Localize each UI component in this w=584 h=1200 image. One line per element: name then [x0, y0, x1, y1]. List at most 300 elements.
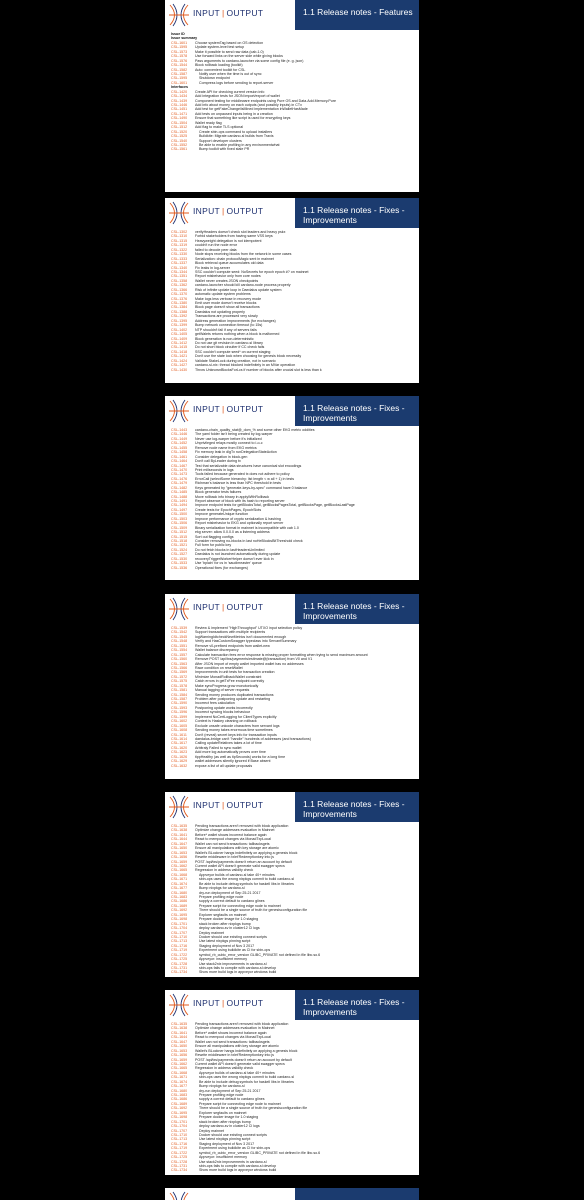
issue-summary: POST /api/txs/payments doesn't return an account by default [195, 859, 292, 864]
issue-id-link[interactable]: CSL-1593 [171, 705, 188, 710]
issue-id-link[interactable]: CSL-1344 [171, 269, 188, 274]
issue-summary: Shutdown endpoint [199, 76, 230, 81]
issue-id-link[interactable]: CSL-1476 [171, 476, 188, 481]
issue-id-link[interactable]: CSL-1590 [171, 701, 188, 706]
issue-summary: Appveyor: insufficient memory [199, 957, 248, 962]
issue-id-link[interactable]: CSL-1424 [171, 358, 188, 363]
iohk-logo-icon [168, 398, 190, 424]
issue-id-link[interactable]: CSL-1695 [171, 912, 188, 917]
issue-id-link[interactable]: CSL-1319 [171, 243, 188, 248]
issue-summary: automatic update system problems [195, 292, 251, 297]
section-heading: Issue summary [171, 36, 198, 41]
issue-id-link[interactable]: CSL-1520 [171, 129, 188, 134]
slide-title: 1.1 Release notes - Fixes - Improvements [295, 198, 419, 228]
issue-summary: Current wallet API doesn't generate valid swagger specs [195, 863, 285, 868]
issue-id-link[interactable]: CSL-1599 [171, 714, 188, 719]
issue-summary: Full form for public key [195, 543, 232, 548]
issue-summary: Problem after postponing update and restarting [195, 697, 271, 701]
issue-id-link[interactable]: CSL-1509 [171, 525, 188, 530]
issue-id-link[interactable]: CSL-1458 [171, 450, 188, 455]
issue-id-link[interactable]: CSL-1358 [171, 278, 188, 283]
issue-id-link[interactable]: CSL-1566 [171, 665, 188, 670]
issue-id-link[interactable]: CSL-1659 [171, 859, 188, 864]
issue-id-link[interactable]: CSL-1698 [171, 1115, 188, 1120]
issue-id-link[interactable]: CSL-1644 [171, 837, 188, 842]
issue-id-link[interactable]: CSL-1601 [171, 80, 188, 85]
issue-id-link[interactable]: CSL-1587 [171, 71, 188, 76]
issue-summary: stack broken after nixpkgs bump [199, 921, 251, 926]
issue-summary: After JSON import of empty wallet imported wallet has no addresses [195, 661, 304, 666]
issue-id-link[interactable]: CSL-1542 [171, 630, 188, 635]
issue-summary: daedalus-bridge can't "handle" hundreds of addresses (and transactions) [195, 736, 311, 741]
issue-id-link[interactable]: CSL-1544 [171, 63, 188, 68]
issue-id-link[interactable]: CSL-1725 [171, 1155, 188, 1160]
issue-summary: Sending money produces duplicated transactions [195, 692, 274, 697]
issue-id-link[interactable]: CSL-1536 [171, 565, 188, 570]
issue-id-link[interactable]: CSL-1611 [171, 732, 187, 737]
issue-id-link[interactable]: CSL-1337 [171, 261, 188, 266]
issue-summary: expose a list of all update proposals [195, 763, 253, 768]
issue-summary: cardano-launcher should kill cardano-node process properly [195, 283, 291, 288]
issue-id-link[interactable]: CSL-1506 [171, 521, 188, 526]
issue-id-link[interactable]: CSL-1692 [171, 1106, 188, 1111]
issue-id-link[interactable]: CSL-1668 [171, 872, 188, 877]
issue-id-link[interactable]: CSL-1725 [171, 957, 188, 962]
issue-summary: Use 'bplain' for cs in 'saudimeaster' queue [195, 561, 262, 566]
issue-id-link[interactable]: CSL-1704 [171, 926, 188, 931]
issue-summary: Validate StakeLock during creation, not in scenario [195, 358, 276, 363]
issue-summary: Docker should use existing connect scripts [199, 934, 267, 939]
issue-row [171, 368, 413, 372]
issue-summary: Add test for getFakeChange/isMined implementation inWalletHasMade [195, 107, 308, 112]
issue-id-link[interactable]: CSL-1595 [171, 76, 188, 81]
issue-id-link[interactable]: CSL-1471 [171, 111, 188, 116]
issue-summary: Deploy mainnet [199, 1128, 224, 1133]
issue-id-link[interactable]: CSL-1572 [171, 674, 188, 679]
issue-id-link[interactable]: CSL-1366 [171, 287, 188, 292]
iohk-logo-icon [168, 596, 190, 622]
issue-id-link[interactable]: CSL-1500 [171, 512, 188, 517]
issue-id-link[interactable]: CSL-1388 [171, 309, 188, 314]
issue-id-link[interactable]: CSL-1668 [171, 1070, 188, 1075]
issue-id-link[interactable]: CSL-1692 [171, 908, 188, 913]
slide [165, 198, 419, 383]
issue-id-link[interactable]: CSL-1402 [171, 327, 188, 332]
issue-summary: Improvements in unit tests for transaction creation [195, 670, 275, 675]
issue-id-link[interactable]: CSL-1315 [171, 238, 188, 243]
issue-id-link[interactable]: CSL-1497 [171, 507, 188, 512]
issue-id-link[interactable]: CSL-1551 [171, 643, 188, 648]
issue-id-link[interactable]: CSL-1376 [171, 296, 188, 301]
issue-summary: Appveyor: insufficient memory [199, 1155, 248, 1160]
issue-id-link[interactable]: CSL-1707 [171, 930, 188, 935]
logo-input-text: INPUT [193, 206, 220, 216]
issue-id-link[interactable]: CSL-1653 [171, 1048, 188, 1053]
logo-input-text: INPUT [193, 800, 220, 810]
issue-id-link[interactable]: CSL-1734 [171, 1168, 188, 1173]
issue-summary: Improve performance of crypto serialization & hashing [195, 516, 281, 521]
issue-summary: Add tests on unpaused inputs being in a creation [195, 111, 273, 116]
issue-id-link[interactable]: CSL-1302 [171, 230, 188, 234]
issue-id-link[interactable]: CSL-1647 [171, 1039, 188, 1044]
issue-summary: Use latest nixpkgs pinning script [199, 939, 251, 944]
issue-id-link[interactable]: CSL-1578 [171, 54, 188, 59]
issue-summary: Rewrite middleware in txlet'Redemptionkey into js [195, 855, 274, 860]
issue-id-link[interactable]: CSL-1716 [171, 943, 188, 948]
issue-summary: dry-run deployment of Sep 25-21 2017 [199, 1088, 261, 1093]
logo-separator: | [222, 404, 225, 414]
issue-summary: Wallet's BLockner hangs indefinitely on applying a genesis block [195, 850, 298, 855]
issue-id-link[interactable]: CSL-1491 [171, 499, 188, 503]
issue-id-link[interactable]: CSL-1629 [171, 759, 188, 764]
logo-separator: | [222, 206, 225, 216]
issue-summary: ekg server: allow 0.0.0.0 as a listening address [195, 530, 270, 535]
issue-summary: getWalets returns nothing when a block is malformed [195, 332, 280, 337]
issue-id-link[interactable]: CSL-1449 [171, 436, 188, 441]
issue-id-link[interactable]: CSL-1434 [171, 94, 188, 99]
issue-summary: Bump nixpkgs for cardano-sl [199, 886, 245, 891]
logo-separator: | [222, 998, 225, 1008]
issue-summary: Do not fetch blocks in lastHeadersUnlimited [195, 547, 265, 552]
issue-id-link[interactable]: CSL-1650 [171, 846, 188, 851]
issue-id-link[interactable]: CSL-1420 [171, 89, 188, 94]
issue-summary: Operational fixes (for exchanges) [195, 565, 248, 570]
issue-id-link[interactable]: CSL-1351 [171, 274, 188, 279]
issue-id-link[interactable]: CSL-1380 [171, 301, 188, 305]
issue-id-link[interactable]: CSL-1560 [171, 657, 188, 662]
issue-id-link[interactable]: CSL-1674 [171, 881, 188, 886]
issue-summary: Address generation improvements (for exchanges) [195, 318, 276, 323]
issue-id-link[interactable]: CSL-1539 [171, 626, 188, 630]
issue-id-link[interactable]: CSL-1602 [171, 719, 188, 724]
issue-summary: Create API for checking current version info [195, 89, 265, 94]
issue-id-link[interactable]: CSL-1716 [171, 1141, 188, 1146]
issue-id-link[interactable]: CSL-1575 [171, 679, 188, 684]
issue-summary: Bump network connection timeout (to 15s) [195, 323, 263, 328]
issue-id-link[interactable]: CSL-1461 [171, 454, 188, 459]
issue-summary: sbin-ops uses the wrong nixpkgs commit to build cardano-sl [199, 1075, 295, 1080]
issue-id-link[interactable]: CSL-1728 [171, 961, 188, 966]
issue-id-link[interactable]: CSL-1659 [171, 1057, 188, 1062]
issue-id-link[interactable]: CSL-1333 [171, 256, 188, 261]
issue-id-link[interactable]: CSL-1731 [171, 1164, 188, 1168]
slide-header [165, 396, 419, 426]
iohk-logo-icon [168, 200, 190, 226]
issue-summary: Block rollback loading (toolkit) [195, 63, 243, 68]
issue-id-link[interactable]: CSL-1384 [171, 305, 188, 310]
issue-id-link[interactable]: CSL-1439 [171, 98, 188, 103]
issue-summary: Consider delegation in block-gen [195, 454, 248, 459]
issue-id-link[interactable]: CSL-1601 [171, 40, 188, 45]
issue-summary: Report misbehavior only from core nodes [195, 274, 261, 279]
issue-summary: Docker should use existing connect scripts [199, 1132, 267, 1137]
issue-id-link[interactable]: CSL-1584 [171, 692, 188, 697]
issue-id-link[interactable]: CSL-1641 [171, 1030, 188, 1035]
issue-id-link[interactable]: CSL-1728 [171, 1159, 188, 1164]
issue-id-link[interactable]: CSL-1695 [171, 1110, 188, 1115]
issue-id-link[interactable]: CSL-1515 [171, 534, 188, 539]
issue-id-link[interactable]: CSL-1340 [171, 265, 188, 270]
issue-id-link[interactable]: CSL-1482 [171, 485, 188, 490]
issue-id-link[interactable]: CSL-1518 [171, 538, 188, 543]
issue-id-link[interactable]: CSL-1504 [171, 120, 188, 125]
issue-summary: Block generation is non-deterministic [195, 336, 254, 341]
issue-id-link[interactable]: CSL-1671 [171, 877, 188, 882]
issue-id-link[interactable]: CSL-1595 [171, 45, 188, 50]
issue-summary: Consider removing no-blocks in last noHeBlocksBitThreshold check [195, 538, 303, 543]
issue-id-link[interactable]: CSL-1488 [171, 494, 188, 499]
issue-id-link[interactable]: CSL-1494 [171, 503, 188, 508]
issue-summary: sbin-ops uses the wrong nixpkgs commit to build cardano-sl [199, 877, 295, 882]
issue-id-link[interactable]: CSL-1662 [171, 863, 188, 868]
logo-output-text: OUTPUT [226, 404, 264, 414]
issue-id-link[interactable]: CSL-1722 [171, 952, 188, 957]
issue-id-link[interactable]: CSL-1734 [171, 970, 188, 975]
issue-id-link[interactable]: CSL-1644 [171, 1035, 188, 1040]
issue-summary: Experiment using buildkite as CI for sbin-ops [199, 1146, 271, 1151]
issue-summary: SSC couldn't compute seed* on current staging [195, 349, 271, 354]
issue-summary: Staging deployment of Nov 3 2017 [199, 1141, 255, 1146]
issue-id-link[interactable]: CSL-1671 [171, 1075, 188, 1080]
issue-id-link[interactable]: CSL-1722 [171, 1150, 188, 1155]
issue-id-link[interactable]: CSL-1677 [171, 886, 188, 891]
issue-id-link[interactable]: CSL-1701 [171, 921, 188, 926]
issue-summary: deploy cardano-sv in cluster12 Cl logs [199, 926, 260, 931]
issue-summary: Minimize MonadRollbackWallet constraint [195, 674, 262, 679]
issue-id-link[interactable]: CSL-1650 [171, 1044, 188, 1049]
issue-summary: Add flag to make TLS optional [195, 125, 244, 130]
issue-id-link[interactable]: CSL-1626 [171, 754, 188, 759]
issue-id-link[interactable]: CSL-1587 [171, 697, 188, 701]
issue-id-link[interactable]: CSL-1713 [171, 1137, 188, 1142]
issue-id-link[interactable]: CSL-1576 [171, 58, 188, 63]
issue-summary: Pending transactions aren't removed with block application [195, 824, 289, 828]
issue-id-link[interactable]: CSL-1608 [171, 728, 188, 733]
issue-summary: Forbid stakeholders from having same VSS keys [195, 234, 273, 239]
issue-id-link[interactable]: CSL-1455 [171, 445, 188, 450]
issue-id-link[interactable]: CSL-1362 [171, 283, 188, 288]
issue-id-link[interactable]: CSL-1554 [171, 648, 188, 653]
issue-id-link[interactable]: CSL-1530 [171, 556, 188, 561]
issue-id-link[interactable]: CSL-1395 [171, 318, 188, 323]
issue-id-link[interactable]: CSL-1635 [171, 824, 188, 828]
issue-summary: There should be a single source of truth for genesisconfiguration file [199, 908, 308, 913]
issue-id-link[interactable]: CSL-1548 [171, 639, 188, 644]
issue-id-link[interactable]: CSL-1545 [171, 634, 188, 639]
issue-summary: Prepare profiling edge node [199, 895, 244, 899]
issue-summary: Current wallet API doesn't generate valid swagger specs [195, 1061, 285, 1066]
issue-summary: Wallet never creates JSON checkpoints [195, 278, 259, 283]
title-bar [295, 1188, 419, 1200]
issue-id-link[interactable]: CSL-1707 [171, 1128, 188, 1133]
issue-id-link[interactable]: CSL-1731 [171, 966, 188, 970]
issue-id-link[interactable]: CSL-1614 [171, 736, 188, 741]
logo-output-text: OUTPUT [226, 800, 264, 810]
issue-summary: Block page doesn't show all transactions [195, 305, 260, 310]
issue-id-link[interactable]: CSL-1470 [171, 467, 188, 472]
issue-id-link[interactable]: CSL-1512 [171, 530, 188, 535]
issue-summary: Implement NoCertLogging for ClientTypes explicitly [195, 714, 277, 719]
issue-summary: Manual tagging of server requests [195, 688, 250, 693]
issue-summary: Staging deployment of Nov 3 2017 [199, 943, 255, 948]
issue-id-link[interactable]: CSL-1653 [171, 850, 188, 855]
issue-id-link[interactable]: CSL-1596 [171, 710, 188, 715]
issue-summary: Prepare script for connecting edge node to mainnet [199, 903, 281, 908]
logo-separator: | [222, 800, 225, 810]
issue-id-link[interactable]: CSL-1521 [171, 543, 188, 548]
issue-id-link[interactable]: CSL-1638 [171, 1026, 188, 1031]
issue-list [165, 624, 419, 768]
issue-id-link[interactable]: CSL-1686 [171, 899, 188, 904]
issue-summary: Rewrite middleware in txlet'Redemptionkey into js [195, 1053, 274, 1058]
issue-id-link[interactable]: CSL-1719 [171, 1146, 188, 1151]
issue-id-link[interactable]: CSL-1620 [171, 745, 188, 750]
issue-id-link[interactable]: CSL-1713 [171, 939, 188, 944]
issue-id-link[interactable]: CSL-1674 [171, 1079, 188, 1084]
issue-id-link[interactable]: CSL-1689 [171, 1101, 188, 1106]
slide [165, 396, 419, 580]
issue-id-link[interactable]: CSL-1479 [171, 481, 188, 486]
issue-summary: ErrorCall (selectSome hierarchy: list length < w all + 1) in tests [195, 476, 295, 481]
issue-summary: Do not use git revision in cardano-sl library [195, 340, 263, 345]
issue-id-link[interactable]: CSL-1683 [171, 895, 188, 899]
issue-id-link[interactable]: CSL-1452 [171, 441, 188, 446]
issue-id-link[interactable]: CSL-1635 [171, 1022, 188, 1026]
issue-id-link[interactable]: CSL-1503 [171, 516, 188, 521]
logo-separator: | [222, 602, 225, 612]
issue-summary: Fix memory leak in dlgTx runDelegationStateAction [195, 450, 277, 455]
issue-id-link[interactable]: CSL-1415 [171, 345, 188, 350]
issue-id-link[interactable]: CSL-1677 [171, 1084, 188, 1089]
issue-summary: Prepare docker image for 1.0 staging [199, 917, 259, 922]
issue-id-link[interactable]: CSL-1421 [171, 354, 188, 359]
issue-id-link[interactable]: CSL-1710 [171, 934, 188, 939]
issue-summary: Support developer clusters [199, 138, 242, 143]
issue-summary: Remove node name from EKG metrics [195, 445, 257, 450]
issue-id-link[interactable]: CSL-1686 [171, 1097, 188, 1102]
issue-id-link[interactable]: CSL-1689 [171, 903, 188, 908]
issue-id-link[interactable]: CSL-1698 [171, 917, 188, 922]
issue-id-link[interactable]: CSL-1578 [171, 683, 188, 688]
issue-summary: couldn't run the node error [195, 243, 238, 248]
issue-id-link[interactable]: CSL-1623 [171, 750, 188, 755]
issue-id-link[interactable]: CSL-1573 [171, 49, 188, 54]
issue-summary: Print millseconds in logs [195, 467, 234, 472]
issue-id-link[interactable]: CSL-1330 [171, 252, 188, 257]
issue-id-link[interactable]: CSL-1641 [171, 832, 188, 837]
issue-id-link[interactable]: CSL-1524 [171, 547, 188, 552]
issue-id-link[interactable]: CSL-1561 [171, 147, 188, 152]
issue-id-link[interactable]: CSL-1485 [171, 490, 188, 495]
issue-summary: Never use log-warper before it's initialized [195, 436, 262, 441]
issue-summary: Daedalus is not launched automatically during update [195, 552, 281, 557]
issue-row [171, 566, 413, 570]
issue-summary: Risk of infinite update loop in Daedalus update system [195, 287, 282, 292]
issue-summary: Emit user mode doesn't receive blocks [195, 301, 257, 305]
issue-id-link[interactable]: CSL-1581 [171, 688, 188, 693]
issue-summary: Fix leaks in log-server [195, 265, 230, 270]
issue-id-link[interactable]: CSL-1473 [171, 472, 188, 477]
issue-id-link[interactable]: CSL-1563 [171, 661, 188, 666]
issue-id-link[interactable]: CSL-1525 [171, 134, 188, 139]
issue-summary: Context is Haskey cleaning on rollback [195, 719, 257, 724]
issue-id-link[interactable]: CSL-1552 [171, 142, 188, 147]
issue-id-link[interactable]: CSL-1443 [171, 428, 188, 432]
issue-summary: Wallet's BLockner hangs indefinitely on applying a genesis block [195, 1048, 298, 1053]
issue-id-link[interactable]: CSL-1683 [171, 1093, 188, 1097]
issue-id-link[interactable]: CSL-1701 [171, 1119, 188, 1124]
issue-id-link[interactable]: CSL-1412 [171, 340, 188, 345]
issue-row [171, 764, 413, 768]
issue-summary: Create tests for EpochPages, EpochSlots [195, 507, 262, 512]
issue-summary: Ensure all manipulations with key storage are atomic [195, 846, 279, 851]
issue-id-link[interactable]: CSL-1680 [171, 1088, 188, 1093]
issue-summary: Move rollback info binary in applyWithRollback [195, 494, 270, 499]
issue-id-link[interactable]: CSL-1605 [171, 723, 188, 728]
issue-summary: Do not short block circuiter if CC check fails [195, 345, 265, 350]
issue-id-link[interactable]: CSL-1533 [171, 561, 188, 566]
issue-summary: Don't (reveal) secret keys info for transaction inputs [195, 732, 277, 737]
issue-summary: cardano-chain_quality_stat@_dom_% and some other EKG metric oddities [195, 428, 315, 432]
issue-id-link[interactable]: CSL-1464 [171, 459, 188, 464]
issue-id-link[interactable]: CSL-1680 [171, 890, 188, 895]
issue-id-link[interactable]: CSL-1512 [171, 125, 188, 130]
issue-id-link[interactable]: CSL-1405 [171, 332, 188, 337]
issue-id-link[interactable]: CSL-1665 [171, 1066, 188, 1071]
issue-id-link[interactable]: CSL-1557 [171, 652, 188, 657]
issue-id-link[interactable]: CSL-1446 [171, 103, 188, 107]
logo-wordmark [193, 404, 263, 414]
issue-summary: Sort out flagging configs [195, 534, 234, 539]
issue-id-link[interactable]: CSL-1665 [171, 868, 188, 873]
issue-id-link[interactable]: CSL-1370 [171, 292, 188, 297]
logo-output-text: OUTPUT [226, 602, 264, 612]
issue-id-link[interactable]: CSL-1322 [171, 247, 188, 252]
issue-id-link[interactable]: CSL-1310 [171, 234, 188, 239]
issue-id-link[interactable]: CSL-1638 [171, 828, 188, 833]
issue-id-link[interactable]: CSL-1409 [171, 336, 188, 341]
issue-id-link[interactable]: CSL-1446 [171, 432, 188, 437]
issue-summary: Pending transactions aren't removed with block application [195, 1022, 289, 1026]
issue-id-link[interactable]: CSL-1540 [171, 138, 188, 143]
issue-id-link[interactable]: CSL-1662 [171, 1061, 188, 1066]
issue-id-link[interactable]: CSL-1647 [171, 841, 188, 846]
issue-id-link[interactable]: CSL-1451 [171, 107, 188, 112]
issue-id-link[interactable]: CSL-1632 [171, 763, 188, 768]
issue-id-link[interactable]: CSL-1617 [171, 741, 188, 746]
issue-id-link[interactable]: CSL-1490 [171, 116, 188, 121]
logo-wordmark [193, 8, 263, 18]
issue-id-link[interactable]: CSL-1704 [171, 1124, 188, 1129]
issue-id-link[interactable]: CSL-1569 [171, 670, 188, 675]
issue-id-link[interactable]: CSL-1418 [171, 349, 188, 354]
issue-id-link[interactable]: CSL-1430 [171, 367, 188, 372]
issue-id-link[interactable]: CSL-1656 [171, 855, 188, 860]
issue-id-link[interactable]: CSL-1427 [171, 363, 188, 368]
issue-id-link[interactable]: CSL-1710 [171, 1132, 188, 1137]
issue-summary: Don't use the state lock when choosing for genesis block necessity [195, 354, 302, 359]
issue-id-link[interactable]: CSL-1527 [171, 552, 188, 557]
issue-id-link[interactable]: CSL-1656 [171, 1053, 188, 1058]
issue-id-link[interactable]: CSL-1467 [171, 463, 188, 468]
issue-id-link[interactable]: CSL-1582 [171, 67, 188, 72]
issue-id-link[interactable]: CSL-1392 [171, 314, 188, 319]
issue-id-link[interactable]: CSL-1719 [171, 948, 188, 953]
issue-summary: Appveyor builds of cardano-sl take 40+ minutes [199, 1070, 275, 1075]
issue-summary: POST /api/txs/payments doesn't return an account by default [195, 1057, 292, 1062]
issue-summary: Add more log automatically proves over time [195, 750, 266, 755]
issue-id-link[interactable]: CSL-1399 [171, 323, 188, 328]
